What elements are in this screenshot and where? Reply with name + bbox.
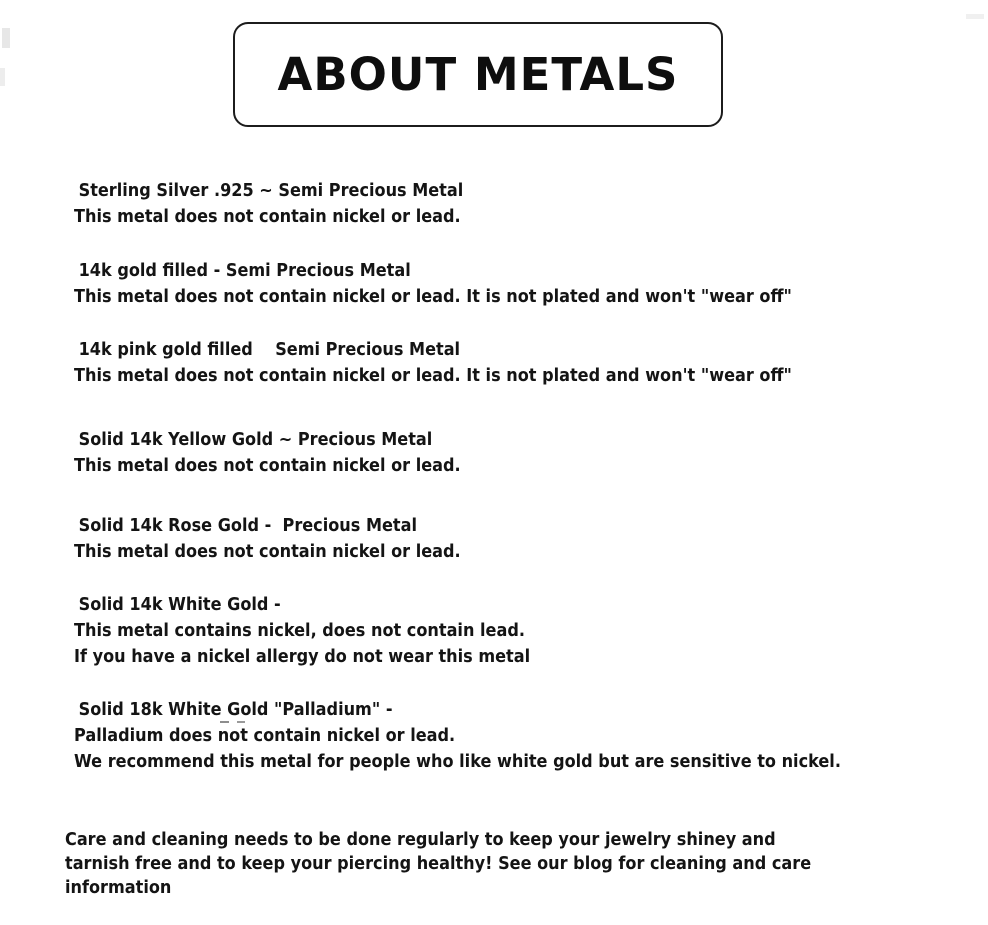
scan-speck bbox=[966, 14, 984, 19]
section-solid-14k-yellow-gold bbox=[74, 427, 954, 479]
underline-artifact bbox=[237, 721, 245, 723]
section-heading: Solid 14k White Gold - bbox=[78, 595, 281, 615]
section-solid-14k-white-gold bbox=[74, 592, 954, 670]
page-title: ABOUT METALS bbox=[277, 48, 679, 101]
care-and-cleaning-paragraph bbox=[65, 828, 954, 900]
section-solid-14k-rose-gold bbox=[74, 513, 954, 565]
footer-line: Care and cleaning needs to be done regularly to keep your jewelry shiney and bbox=[65, 830, 776, 850]
underline-artifact bbox=[220, 721, 229, 723]
section-heading: Solid 18k White Gold "Palladium" - bbox=[78, 700, 393, 720]
title-box bbox=[233, 22, 723, 127]
footer-line: tarnish free and to keep your piercing healthy! See our blog for cleaning and care bbox=[65, 854, 812, 874]
section-line: This metal does not contain nickel or lead. It is not plated and won't "wear off" bbox=[74, 366, 792, 386]
section-line: This metal does not contain nickel or lead. It is not plated and won't "wear off" bbox=[74, 287, 792, 307]
section-line: We recommend this metal for people who like white gold but are sensitive to nickel. bbox=[74, 752, 841, 772]
section-heading: 14k pink gold filled Semi Precious Metal bbox=[78, 340, 461, 360]
scan-speck bbox=[2, 28, 10, 48]
section-heading: Sterling Silver .925 ~ Semi Precious Metal bbox=[78, 181, 464, 201]
section-sterling-silver bbox=[74, 178, 954, 230]
section-line: If you have a nickel allergy do not wear this metal bbox=[74, 647, 531, 667]
metals-list bbox=[65, 178, 954, 900]
section-line: This metal does not contain nickel or lead. bbox=[74, 456, 461, 476]
section-line: This metal contains nickel, does not contain lead. bbox=[74, 621, 525, 641]
section-line: This metal does not contain nickel or lead. bbox=[74, 542, 461, 562]
section-14k-pink-gold-filled bbox=[74, 337, 954, 389]
section-line: Palladium does not contain nickel or lead. bbox=[74, 726, 456, 746]
section-heading: 14k gold filled - Semi Precious Metal bbox=[78, 261, 411, 281]
section-line: This metal does not contain nickel or lead. bbox=[74, 207, 461, 227]
section-14k-gold-filled bbox=[74, 258, 954, 310]
section-solid-18k-white-gold-palladium bbox=[74, 697, 954, 775]
section-heading: Solid 14k Yellow Gold ~ Precious Metal bbox=[78, 430, 433, 450]
footer-line: information bbox=[65, 878, 172, 898]
section-heading: Solid 14k Rose Gold - Precious Metal bbox=[78, 516, 417, 536]
scan-speck bbox=[0, 68, 5, 86]
